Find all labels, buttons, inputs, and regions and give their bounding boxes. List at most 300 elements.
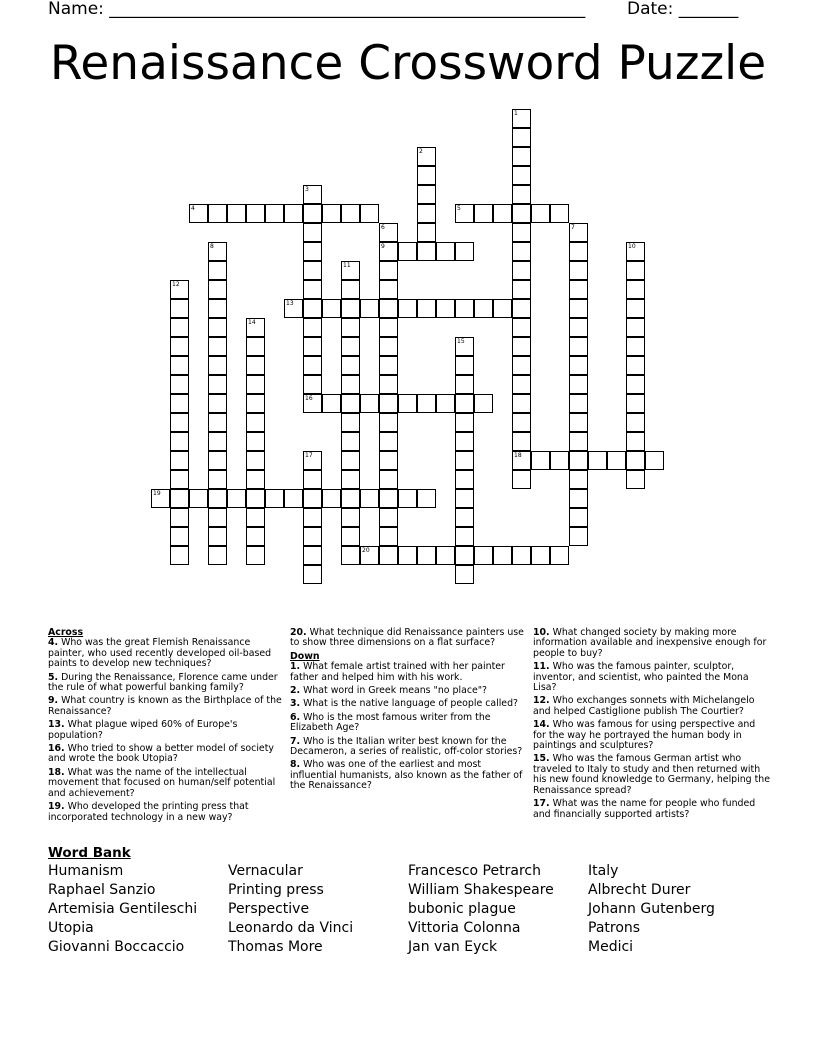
clue-item: [48, 744, 284, 765]
grid-cell[interactable]: [170, 394, 189, 413]
grid-cell[interactable]: [493, 204, 512, 223]
word-bank-item: Patrons: [588, 920, 641, 936]
grid-cell[interactable]: [170, 337, 189, 356]
grid-cell[interactable]: [379, 470, 398, 489]
grid-cell[interactable]: [512, 356, 531, 375]
grid-cell[interactable]: [455, 546, 474, 565]
grid-cell[interactable]: [360, 489, 379, 508]
grid-cell[interactable]: [455, 356, 474, 375]
grid-cell[interactable]: [341, 375, 360, 394]
word-bank-item: bubonic plague: [408, 901, 516, 917]
clue-text: What word in Greek means "no place"?: [303, 685, 488, 697]
grid-cell[interactable]: [512, 147, 531, 166]
grid-cell[interactable]: [341, 508, 360, 527]
grid-cell[interactable]: [512, 318, 531, 337]
grid-cell[interactable]: [645, 451, 664, 470]
grid-cell[interactable]: [208, 527, 227, 546]
grid-cell[interactable]: [550, 451, 569, 470]
grid-cell[interactable]: [322, 489, 341, 508]
clue-text: Who was famous for using perspective and for the way he portrayed the human body in paintings and sculptures?: [533, 719, 756, 752]
grid-cell[interactable]: [512, 337, 531, 356]
grid-cell[interactable]: [398, 242, 417, 261]
word-bank-item: Johann Gutenberg: [588, 901, 715, 917]
grid-cell[interactable]: [303, 470, 322, 489]
grid-cell[interactable]: [284, 299, 303, 318]
grid-cell[interactable]: [569, 337, 588, 356]
grid-cell[interactable]: [360, 394, 379, 413]
grid-cell[interactable]: [227, 204, 246, 223]
grid-cell[interactable]: [341, 432, 360, 451]
grid-cell[interactable]: [569, 375, 588, 394]
grid-cell[interactable]: [531, 204, 550, 223]
grid-cell[interactable]: [379, 489, 398, 508]
clue-text: Who exchanges sonnets with Michelangelo and helped Castiglione publish The Courtier?: [533, 695, 755, 717]
grid-cell[interactable]: [569, 394, 588, 413]
grid-cell[interactable]: [474, 204, 493, 223]
clue-number: 4: [191, 205, 195, 212]
grid-cell[interactable]: [626, 432, 645, 451]
clue-item: [533, 799, 771, 820]
clue-text: Who was the famous German artist who traveled to Italy to study and then returned with his new found knowledge to Germany, helping the Renaissance spread?: [533, 753, 770, 796]
grid-cell[interactable]: [208, 280, 227, 299]
clue-number: 7.: [290, 735, 301, 747]
clue-text: What female artist trained with her painter father and helped him with his work.: [290, 661, 505, 683]
grid-cell[interactable]: [569, 356, 588, 375]
grid-cell[interactable]: [284, 204, 303, 223]
clue-number: 13: [286, 300, 294, 307]
grid-cell[interactable]: [512, 242, 531, 261]
grid-cell[interactable]: [303, 223, 322, 242]
grid-cell[interactable]: [246, 413, 265, 432]
clue-number: 7: [571, 224, 575, 231]
grid-cell[interactable]: [455, 375, 474, 394]
grid-cell[interactable]: [436, 546, 455, 565]
grid-cell[interactable]: [379, 299, 398, 318]
grid-cell[interactable]: [360, 546, 379, 565]
grid-cell[interactable]: [208, 413, 227, 432]
grid-cell[interactable]: [227, 489, 246, 508]
clue-text: What was the name for people who funded and financially supported artists?: [533, 798, 756, 820]
grid-cell[interactable]: [550, 204, 569, 223]
grid-cell[interactable]: [455, 204, 474, 223]
grid-cell[interactable]: [398, 394, 417, 413]
grid-cell[interactable]: [626, 413, 645, 432]
grid-cell[interactable]: [265, 204, 284, 223]
grid-cell[interactable]: [208, 451, 227, 470]
clue-number: 1: [514, 110, 518, 117]
date-field-label[interactable]: Date: _______: [627, 0, 739, 19]
grid-cell[interactable]: [512, 223, 531, 242]
word-bank-item: Italy: [588, 863, 619, 879]
word-bank-item: Leonardo da Vinci: [228, 920, 354, 936]
grid-cell[interactable]: [170, 546, 189, 565]
clue-item: [290, 662, 524, 683]
grid-cell[interactable]: [569, 223, 588, 242]
grid-cell[interactable]: [208, 470, 227, 489]
grid-cell[interactable]: [379, 527, 398, 546]
grid-cell[interactable]: [303, 337, 322, 356]
grid-cell[interactable]: [455, 413, 474, 432]
grid-cell[interactable]: [455, 565, 474, 584]
word-bank-item: Francesco Petrarch: [408, 863, 541, 879]
grid-cell[interactable]: [208, 261, 227, 280]
grid-cell[interactable]: [569, 508, 588, 527]
name-field-label[interactable]: Name: ________________________________________________________: [48, 0, 586, 19]
grid-cell[interactable]: [531, 546, 550, 565]
clue-text: What technique did Renaissance painters use to show three dimensions on a flat surface?: [290, 627, 524, 649]
grid-cell[interactable]: [208, 242, 227, 261]
grid-cell[interactable]: [417, 546, 436, 565]
grid-cell[interactable]: [474, 394, 493, 413]
grid-cell[interactable]: [208, 204, 227, 223]
grid-cell[interactable]: [379, 223, 398, 242]
grid-cell[interactable]: [189, 204, 208, 223]
grid-cell[interactable]: [208, 356, 227, 375]
grid-cell[interactable]: [360, 299, 379, 318]
grid-cell[interactable]: [303, 565, 322, 584]
grid-cell[interactable]: [151, 489, 170, 508]
grid-cell[interactable]: [303, 261, 322, 280]
grid-cell[interactable]: [246, 432, 265, 451]
grid-cell[interactable]: [170, 375, 189, 394]
grid-cell[interactable]: [170, 451, 189, 470]
grid-cell[interactable]: [341, 337, 360, 356]
grid-cell[interactable]: [379, 451, 398, 470]
grid-cell[interactable]: [341, 394, 360, 413]
grid-cell[interactable]: [246, 489, 265, 508]
grid-cell[interactable]: [512, 185, 531, 204]
grid-cell[interactable]: [341, 451, 360, 470]
clue-text: During the Renaissance, Florence came under the rule of what powerful banking family?: [48, 671, 278, 694]
grid-cell[interactable]: [341, 204, 360, 223]
grid-cell[interactable]: [455, 508, 474, 527]
grid-cell[interactable]: [398, 489, 417, 508]
word-bank-item: Printing press: [228, 882, 324, 898]
grid-cell[interactable]: [569, 451, 588, 470]
clue-item: [48, 673, 284, 694]
grid-cell[interactable]: [512, 470, 531, 489]
grid-cell[interactable]: [379, 508, 398, 527]
word-bank-item: Medici: [588, 939, 634, 955]
grid-cell[interactable]: [417, 223, 436, 242]
grid-cell[interactable]: [626, 451, 645, 470]
grid-cell[interactable]: [341, 546, 360, 565]
grid-cell[interactable]: [246, 546, 265, 565]
clue-text: Who was the famous painter, sculptor, inventor, and scientist, who painted the Mona Lisa?: [533, 661, 749, 694]
grid-cell[interactable]: [246, 356, 265, 375]
grid-cell[interactable]: [170, 432, 189, 451]
grid-cell[interactable]: [303, 375, 322, 394]
grid-cell[interactable]: [512, 261, 531, 280]
grid-cell[interactable]: [170, 413, 189, 432]
grid-cell[interactable]: [512, 280, 531, 299]
word-bank-item: Giovanni Boccaccio: [48, 939, 185, 955]
grid-cell[interactable]: [455, 299, 474, 318]
grid-cell[interactable]: [569, 280, 588, 299]
grid-cell[interactable]: [341, 299, 360, 318]
grid-cell[interactable]: [512, 128, 531, 147]
grid-cell[interactable]: [436, 394, 455, 413]
clue-number: 10: [628, 243, 636, 250]
grid-cell[interactable]: [246, 470, 265, 489]
grid-cell[interactable]: [398, 299, 417, 318]
clue-number: 15.: [533, 753, 550, 765]
clue-number: 19.: [48, 801, 65, 813]
grid-cell[interactable]: [170, 356, 189, 375]
grid-cell[interactable]: [626, 242, 645, 261]
grid-cell[interactable]: [246, 337, 265, 356]
clue-item: [290, 686, 524, 696]
grid-cell[interactable]: [436, 299, 455, 318]
grid-cell[interactable]: [208, 546, 227, 565]
grid-cell[interactable]: [455, 394, 474, 413]
grid-cell[interactable]: [512, 451, 531, 470]
grid-cell[interactable]: [208, 299, 227, 318]
grid-cell[interactable]: [322, 204, 341, 223]
word-bank-item: Albrecht Durer: [588, 882, 691, 898]
grid-cell[interactable]: [341, 470, 360, 489]
word-bank-item: William Shakespeare: [408, 882, 554, 898]
grid-cell[interactable]: [493, 299, 512, 318]
grid-cell[interactable]: [379, 280, 398, 299]
grid-cell[interactable]: [417, 394, 436, 413]
grid-cell[interactable]: [246, 318, 265, 337]
grid-cell[interactable]: [474, 299, 493, 318]
grid-cell[interactable]: [493, 546, 512, 565]
grid-cell[interactable]: [170, 489, 189, 508]
grid-cell[interactable]: [455, 242, 474, 261]
grid-cell[interactable]: [417, 147, 436, 166]
clue-number: 19: [153, 490, 161, 497]
grid-cell[interactable]: [170, 470, 189, 489]
grid-cell[interactable]: [455, 337, 474, 356]
grid-cell[interactable]: [455, 432, 474, 451]
word-bank-item: Vernacular: [228, 863, 303, 879]
grid-cell[interactable]: [303, 394, 322, 413]
clue-column-3: [533, 628, 771, 823]
grid-cell[interactable]: [303, 242, 322, 261]
grid-cell[interactable]: [208, 432, 227, 451]
grid-cell[interactable]: [512, 432, 531, 451]
clue-number: 2.: [290, 685, 301, 697]
grid-cell[interactable]: [303, 185, 322, 204]
grid-cell[interactable]: [170, 508, 189, 527]
clue-item: [533, 696, 771, 717]
grid-cell[interactable]: [569, 299, 588, 318]
grid-cell[interactable]: [417, 204, 436, 223]
clue-number: 16: [305, 395, 313, 402]
grid-cell[interactable]: [569, 489, 588, 508]
grid-cell[interactable]: [208, 508, 227, 527]
grid-cell[interactable]: [341, 356, 360, 375]
grid-cell[interactable]: [417, 489, 436, 508]
clue-number: 10.: [533, 627, 550, 638]
grid-cell[interactable]: [626, 337, 645, 356]
clue-item: [48, 696, 284, 717]
clue-number: 15: [457, 338, 465, 345]
grid-cell[interactable]: [379, 337, 398, 356]
grid-cell[interactable]: [208, 375, 227, 394]
grid-cell[interactable]: [341, 261, 360, 280]
grid-cell[interactable]: [284, 489, 303, 508]
grid-cell[interactable]: [569, 527, 588, 546]
clue-number: 1.: [290, 661, 301, 673]
grid-cell[interactable]: [455, 451, 474, 470]
grid-cell[interactable]: [170, 527, 189, 546]
grid-cell[interactable]: [303, 318, 322, 337]
clue-number: 3.: [290, 698, 301, 710]
grid-cell[interactable]: [626, 394, 645, 413]
grid-cell[interactable]: [626, 470, 645, 489]
page-title: Renaissance Crossword Puzzle: [49, 36, 767, 91]
grid-cell[interactable]: [512, 166, 531, 185]
grid-cell[interactable]: [246, 527, 265, 546]
clue-text: Who developed the printing press that incorporated technology in a new way?: [48, 801, 249, 823]
clue-text: Who tried to show a better model of society and wrote the book Utopia?: [48, 743, 274, 765]
grid-cell[interactable]: [626, 261, 645, 280]
clue-item: [290, 699, 524, 709]
grid-cell[interactable]: [569, 261, 588, 280]
grid-cell[interactable]: [455, 527, 474, 546]
grid-cell[interactable]: [379, 261, 398, 280]
grid-cell[interactable]: [246, 508, 265, 527]
grid-cell[interactable]: [512, 204, 531, 223]
grid-cell[interactable]: [626, 299, 645, 318]
grid-cell[interactable]: [417, 166, 436, 185]
grid-cell[interactable]: [607, 451, 626, 470]
grid-cell[interactable]: [208, 394, 227, 413]
clue-item: [533, 662, 771, 693]
clue-text: What country is known as the Birthplace of the Renaissance?: [48, 695, 282, 717]
grid-cell[interactable]: [626, 375, 645, 394]
grid-cell[interactable]: [341, 413, 360, 432]
grid-cell[interactable]: [341, 527, 360, 546]
grid-cell[interactable]: [436, 242, 455, 261]
grid-cell[interactable]: [455, 489, 474, 508]
grid-cell[interactable]: [512, 546, 531, 565]
clue-text: Who was one of the earliest and most influential humanists, also known as the father of the Renaissance?: [290, 759, 523, 792]
clue-item: [533, 754, 771, 796]
grid-cell[interactable]: [626, 318, 645, 337]
grid-cell[interactable]: [189, 489, 208, 508]
clue-item: [290, 713, 524, 734]
grid-cell[interactable]: [170, 318, 189, 337]
grid-cell[interactable]: [170, 280, 189, 299]
grid-cell[interactable]: [303, 508, 322, 527]
grid-cell[interactable]: [208, 337, 227, 356]
grid-cell[interactable]: [303, 204, 322, 223]
clue-text: What was the name of the intellectual movement that focused on human/self potential and achievement?: [48, 766, 276, 799]
clue-number: 12: [172, 281, 180, 288]
grid-cell[interactable]: [379, 413, 398, 432]
grid-cell[interactable]: [626, 356, 645, 375]
grid-cell[interactable]: [550, 546, 569, 565]
grid-cell[interactable]: [569, 242, 588, 261]
grid-cell[interactable]: [569, 413, 588, 432]
clue-item: [48, 720, 284, 741]
grid-cell[interactable]: [303, 451, 322, 470]
grid-cell[interactable]: [531, 451, 550, 470]
grid-cell[interactable]: [512, 109, 531, 128]
grid-cell[interactable]: [341, 318, 360, 337]
grid-cell[interactable]: [588, 451, 607, 470]
grid-cell[interactable]: [303, 299, 322, 318]
clue-item: [290, 760, 524, 791]
grid-cell[interactable]: [379, 318, 398, 337]
grid-cell[interactable]: [303, 356, 322, 375]
grid-cell[interactable]: [379, 356, 398, 375]
grid-cell[interactable]: [512, 394, 531, 413]
clue-item: [290, 628, 524, 649]
grid-cell[interactable]: [208, 318, 227, 337]
clue-number: 8.: [290, 759, 301, 771]
grid-cell[interactable]: [569, 432, 588, 451]
grid-cell[interactable]: [417, 242, 436, 261]
clue-number: 6: [381, 224, 385, 231]
grid-cell[interactable]: [379, 394, 398, 413]
grid-cell[interactable]: [626, 280, 645, 299]
grid-cell[interactable]: [303, 489, 322, 508]
grid-cell[interactable]: [303, 546, 322, 565]
grid-cell[interactable]: [474, 546, 493, 565]
word-bank-item: Vittoria Colonna: [408, 920, 521, 936]
grid-cell[interactable]: [512, 375, 531, 394]
grid-cell[interactable]: [170, 299, 189, 318]
clue-number: 17: [305, 452, 313, 459]
grid-cell[interactable]: [341, 489, 360, 508]
grid-cell[interactable]: [246, 204, 265, 223]
grid-cell[interactable]: [322, 394, 341, 413]
word-bank: [48, 862, 768, 962]
grid-cell[interactable]: [417, 299, 436, 318]
word-bank-item: Thomas More: [228, 939, 323, 955]
grid-cell[interactable]: [341, 280, 360, 299]
grid-cell[interactable]: [379, 546, 398, 565]
grid-cell[interactable]: [569, 318, 588, 337]
grid-cell[interactable]: [398, 546, 417, 565]
grid-cell[interactable]: [512, 413, 531, 432]
grid-cell[interactable]: [512, 299, 531, 318]
grid-cell[interactable]: [246, 394, 265, 413]
clue-number: 17.: [533, 798, 550, 810]
grid-cell[interactable]: [208, 489, 227, 508]
grid-cell[interactable]: [246, 375, 265, 394]
clue-section-heading: Down: [290, 650, 320, 662]
clue-number: 3: [305, 186, 309, 193]
grid-cell[interactable]: [265, 489, 284, 508]
clue-number: 11: [343, 262, 351, 269]
clue-text: What changed society by making more information available and inexpensive enough for people to buy?: [533, 627, 767, 659]
grid-cell[interactable]: [360, 204, 379, 223]
grid-cell[interactable]: [303, 280, 322, 299]
clue-text: Who is the Italian writer best known for the Decameron, a series of realistic, off-color stories?: [290, 735, 523, 758]
word-bank-item: Jan van Eyck: [408, 939, 498, 955]
clue-item: [48, 802, 284, 823]
grid-cell[interactable]: [246, 451, 265, 470]
clue-number: 14: [248, 319, 256, 326]
grid-cell[interactable]: [303, 527, 322, 546]
clue-number: 9: [381, 243, 385, 250]
grid-cell[interactable]: [379, 242, 398, 261]
clue-number: 5: [457, 205, 461, 212]
grid-cell[interactable]: [379, 432, 398, 451]
grid-cell[interactable]: [379, 375, 398, 394]
clue-number: 20.: [290, 627, 307, 638]
grid-cell[interactable]: [417, 185, 436, 204]
grid-cell[interactable]: [322, 299, 341, 318]
grid-cell[interactable]: [455, 470, 474, 489]
grid-cell[interactable]: [569, 470, 588, 489]
